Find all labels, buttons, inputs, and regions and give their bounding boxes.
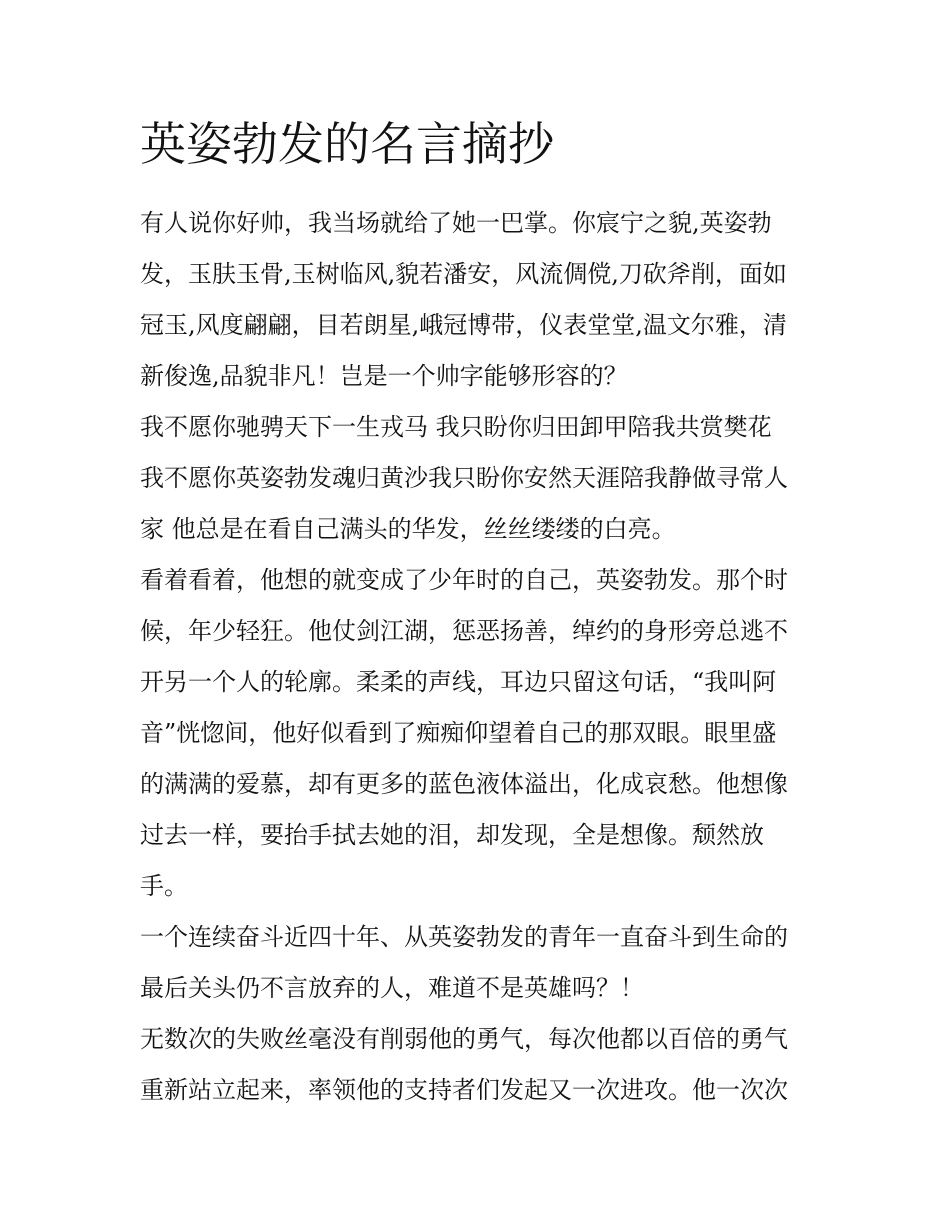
text-line: 我不愿你驰骋天下一生戎马 我只盼你归田卸甲陪我共赏樊花 xyxy=(140,413,772,441)
text-line: 候，年少轻狂。他仗剑江湖，惩恶扬善，绰约的身形旁总逃不 xyxy=(140,617,788,645)
text-line: 一个连续奋斗近四十年、从英姿勃发的青年一直奋斗到生命的 xyxy=(140,923,788,951)
text-line: 开另一个人的轮廓。柔柔的声线，耳边只留这句话，“我叫阿 xyxy=(140,668,777,696)
text-line: 冠玉,风度翩翩，目若朗星,峨冠博带，仪表堂堂,温文尔雅，清 xyxy=(140,311,787,339)
text-line: 的满满的爱慕，却有更多的蓝色液体溢出，化成哀愁。他想像 xyxy=(140,770,788,798)
text-line: 发，玉肤玉骨,玉树临风,貌若潘安，风流倜傥,刀砍斧削，面如 xyxy=(140,260,787,288)
text-line: 有人说你好帅，我当场就给了她一巴掌。你宸宁之貌,英姿勃 xyxy=(140,209,772,237)
text-line: 无数次的失败丝毫没有削弱他的勇气，每次他都以百倍的勇气 xyxy=(140,1025,788,1053)
text-line: 看着看着，他想的就变成了少年时的自己，英姿勃发。那个时 xyxy=(140,566,788,594)
text-line: 最后关头仍不言放弃的人，难道不是英雄吗？！ xyxy=(140,974,644,1002)
body-text xyxy=(140,198,830,1116)
text-line: 家 他总是在看自己满头的华发，丝丝缕缕的白亮。 xyxy=(140,515,676,543)
text-line: 过去一样，要抬手拭去她的泪，却发现，全是想像。颓然放 xyxy=(140,821,764,849)
text-line: 我不愿你英姿勃发魂归黄沙我只盼你安然天涯陪我静做寻常人 xyxy=(140,464,788,492)
text-line: 音”恍惚间，他好似看到了痴痴仰望着自己的那双眼。眼里盛 xyxy=(140,719,777,747)
text-line: 重新站立起来，率领他的支持者们发起又一次进攻。他一次次 xyxy=(140,1076,788,1104)
text-line: 手。 xyxy=(140,872,188,900)
page-title: 英姿勃发的名言摘抄 xyxy=(140,117,554,171)
text-line: 新俊逸,品貌非凡！岂是一个帅字能够形容的？ xyxy=(140,362,628,390)
